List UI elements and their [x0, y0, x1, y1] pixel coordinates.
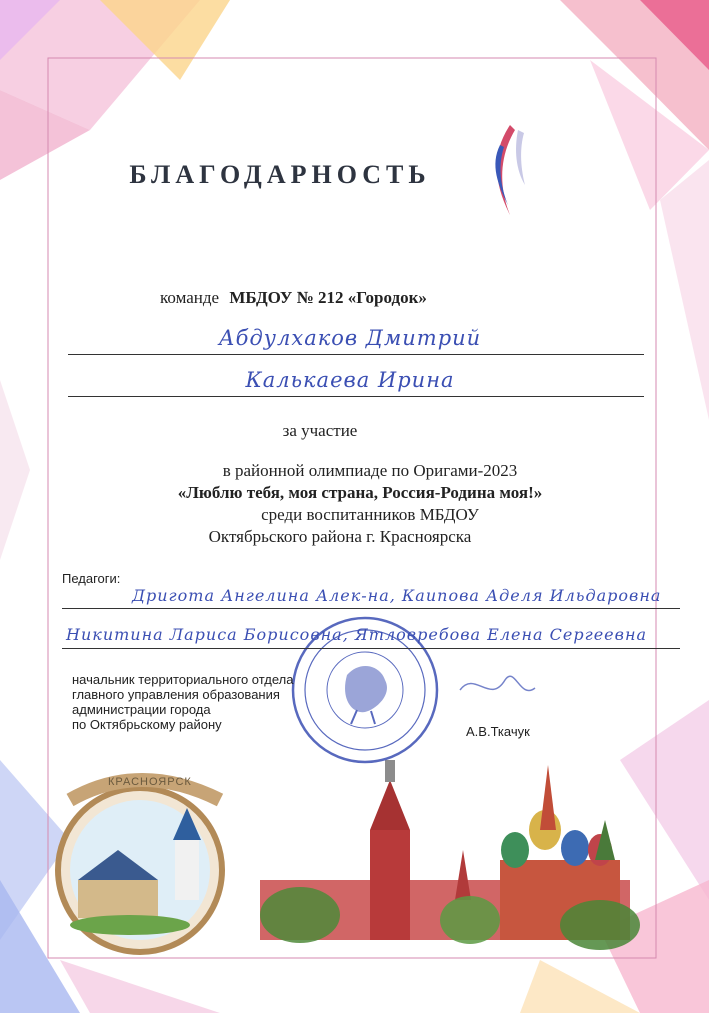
teachers-line-2: Никитина Лариса Борисовна, Ятловребова Елена Сергеевна — [66, 625, 648, 644]
participant-2-underline — [68, 396, 644, 397]
event-line-1: в районной олимпиаде по Оригами-2023 — [222, 461, 518, 480]
recipient-prefix: команде — [160, 288, 220, 307]
event-line-2: «Люблю тебя, моя страна, Россия-Родина моя!» — [177, 483, 543, 502]
recipient-line — [160, 288, 620, 308]
for-label: за участие — [282, 421, 358, 440]
recipient-name: МБДОУ № 212 «Городок» — [229, 288, 427, 307]
signatory-line-4: по Октябрьскому району — [72, 717, 222, 732]
signatory-line-3: администрации города — [72, 702, 211, 717]
teachers-line-1: Дригота Ангелина Алек-на, Каипова Аделя Ильдаровна — [132, 586, 662, 605]
signatory-title — [72, 672, 332, 732]
signatory-line-1: начальник территориального отдела — [72, 672, 294, 687]
participant-1-underline — [68, 354, 644, 355]
teachers-line-1-underline — [62, 608, 680, 609]
signatory-name: А.В.Ткачук — [466, 724, 530, 739]
emblem-label: КРАСНОЯРСК — [108, 776, 192, 788]
event-line-3: среди воспитанников МБДОУ — [261, 505, 479, 524]
certificate-title: БЛАГОДАРНОСТЬ — [129, 160, 431, 189]
teachers-label: Педагоги: — [62, 571, 121, 586]
participant-1: Абдулхаков Дмитрий — [218, 326, 482, 350]
teachers-line-2-underline — [62, 648, 680, 649]
participant-2: Калькаева Ирина — [245, 368, 455, 392]
signatory-line-2: главного управления образования — [72, 687, 280, 702]
event-line-4: Октябрьского района г. Красноярска — [208, 527, 472, 546]
